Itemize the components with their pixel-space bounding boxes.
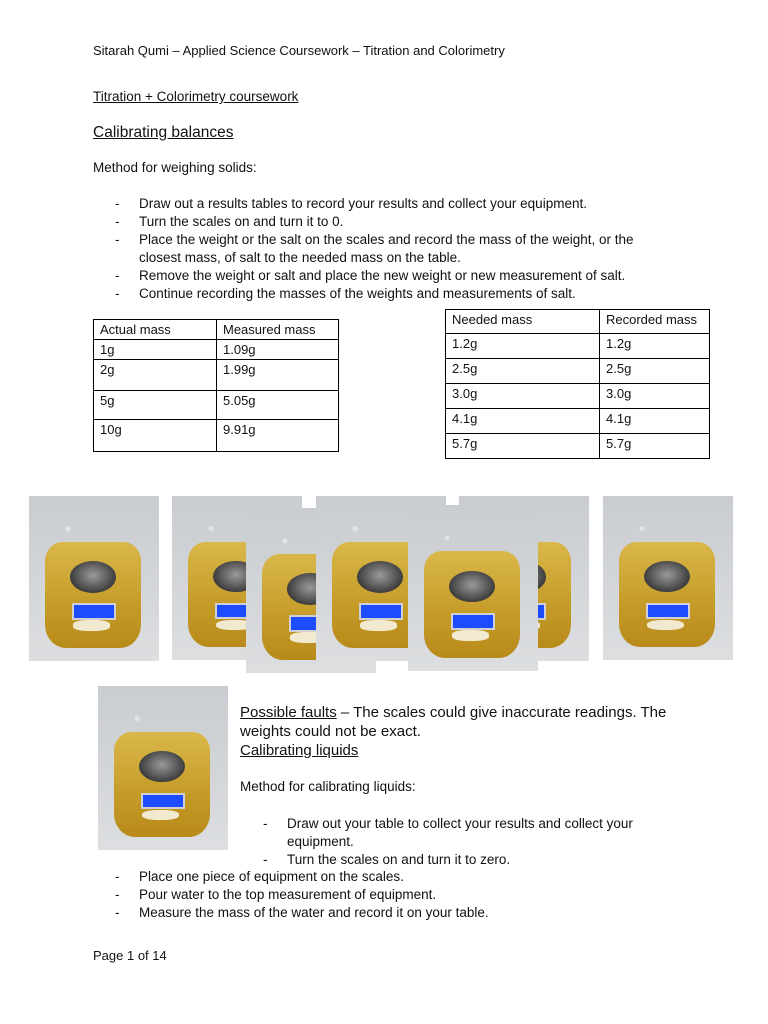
table-cell: 1.2g <box>600 334 710 359</box>
table-cell: 2.5g <box>446 359 600 384</box>
balance-photo-1 <box>29 496 159 661</box>
possible-faults-paragraph <box>240 703 680 741</box>
column-header: Needed mass <box>446 310 600 334</box>
method-label-solids: Method for weighing solids: <box>93 160 257 175</box>
table-cell: 1g <box>94 340 217 360</box>
table-row <box>446 434 710 459</box>
table-row <box>446 384 710 409</box>
table-cell: 1.99g <box>217 360 339 391</box>
possible-faults-label: Possible faults <box>240 704 337 721</box>
section-heading-calibrating-balances: Calibrating balances <box>93 124 234 141</box>
table-header-row <box>94 320 339 340</box>
table-cell: 9.91g <box>217 420 339 452</box>
table-cell: 5.7g <box>446 434 600 459</box>
list-item: - Turn the scales on and turn it to zero. <box>263 852 511 867</box>
page-number: Page 1 of 14 <box>93 948 167 963</box>
list-item: - Pour water to the top measurement of equipment. <box>115 887 437 902</box>
balance-photo-6 <box>408 505 538 671</box>
table-cell: 5.05g <box>217 391 339 420</box>
needed-vs-recorded-mass-table <box>445 309 710 459</box>
table-row <box>94 360 339 391</box>
list-item: - Remove the weight or salt and place the new weight or new measurement of salt. <box>115 268 626 283</box>
solids-method-list <box>115 195 679 303</box>
list-item: - Turn the scales on and turn it to 0. <box>115 214 344 229</box>
table-cell: 5.7g <box>600 434 710 459</box>
method-label-liquids: Method for calibrating liquids: <box>240 779 416 794</box>
page-header: Sitarah Qumi – Applied Science Coursework – Titration and Colorimetry <box>93 43 505 58</box>
list-item: - Draw out a results tables to record your results and collect your equipment. <box>115 196 587 211</box>
table-cell: 2.5g <box>600 359 710 384</box>
table-row <box>446 359 710 384</box>
table-cell: 1.2g <box>446 334 600 359</box>
list-item: - Measure the mass of the water and record it on your table. <box>115 905 489 920</box>
table-row <box>446 409 710 434</box>
table-cell: 3.0g <box>446 384 600 409</box>
document-title: Titration + Colorimetry coursework <box>93 89 299 104</box>
list-item: - Draw out your table to collect your results and collect your equipment. <box>263 816 633 849</box>
table-cell: 4.1g <box>446 409 600 434</box>
actual-vs-measured-mass-table <box>93 319 339 452</box>
column-header: Actual mass <box>94 320 217 340</box>
balance-photo-8 <box>98 686 228 850</box>
balance-photo-7 <box>603 496 733 660</box>
table-cell: 5g <box>94 391 217 420</box>
liquids-method-list <box>115 868 679 922</box>
table-cell: 3.0g <box>600 384 710 409</box>
table-row <box>94 391 339 420</box>
possible-faults-text: – The scales could give inaccurate readings. The weights could not be exact. <box>240 704 667 740</box>
table-cell: 10g <box>94 420 217 452</box>
table-cell: 1.09g <box>217 340 339 360</box>
liquids-method-list-indented <box>263 815 677 869</box>
column-header: Measured mass <box>217 320 339 340</box>
table-header-row <box>446 310 710 334</box>
list-item: - Place the weight or the salt on the scales and record the mass of the weight, or the closest mass, of salt to the needed mass on the table. <box>115 232 634 265</box>
table-row <box>94 420 339 452</box>
list-item: - Place one piece of equipment on the scales. <box>115 869 404 884</box>
table-row <box>94 340 339 360</box>
column-header: Recorded mass <box>600 310 710 334</box>
table-row <box>446 334 710 359</box>
table-cell: 2g <box>94 360 217 391</box>
section-heading-calibrating-liquids: Calibrating liquids <box>240 742 359 759</box>
table-cell: 4.1g <box>600 409 710 434</box>
list-item: - Continue recording the masses of the weights and measurements of salt. <box>115 286 576 301</box>
